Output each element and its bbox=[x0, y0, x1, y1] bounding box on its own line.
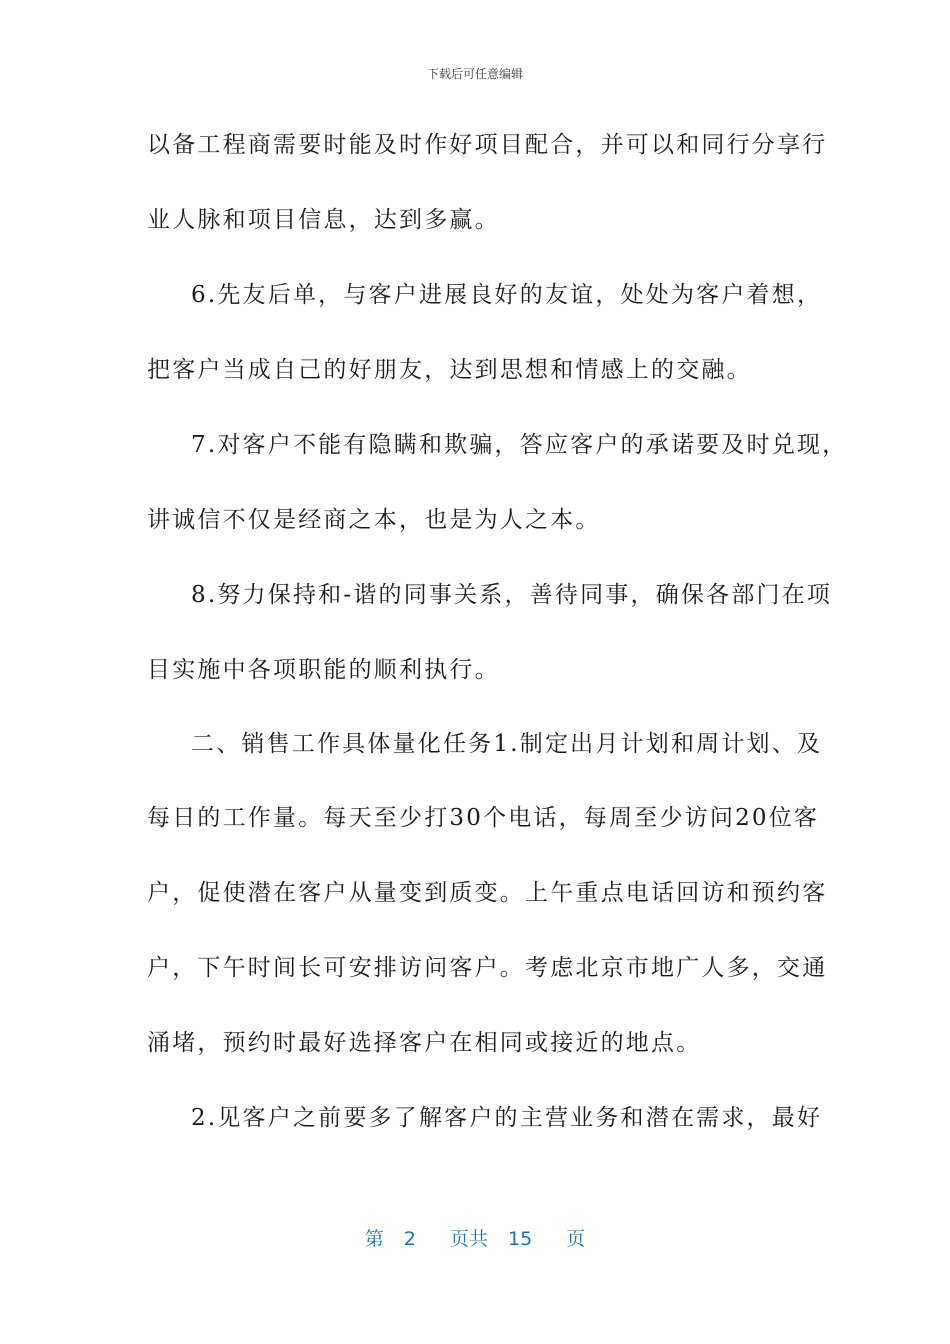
paragraph-line: 2.见客户之前要多了解客户的主营业务和潜在需求，最好 bbox=[191, 1105, 823, 1131]
paragraph-line: 涌堵，预约时最好选择客户在相同或接近的地点。 bbox=[147, 1030, 702, 1056]
footer-middle: 页共 bbox=[449, 1228, 488, 1250]
paragraph-line: 二、销售工作具体量化任务1.制定出月计划和周计划、及 bbox=[191, 731, 823, 757]
current-page-number: 2 bbox=[403, 1228, 416, 1250]
total-page-number: 15 bbox=[508, 1228, 533, 1250]
paragraph-line: 户，促使潜在客户从量变到质变。上午重点电话回访和预约客 bbox=[147, 880, 828, 906]
paragraph-line: 以备工程商需要时能及时作好项目配合，并可以和同行分享行 bbox=[147, 132, 828, 158]
paragraph-line: 户，下午时间长可安排访问客户。考虑北京市地广人多，交通 bbox=[147, 955, 828, 981]
paragraph-line: 讲诚信不仅是经商之本，也是为人之本。 bbox=[147, 507, 601, 533]
paragraph-line: 6.先友后单，与客户进展良好的友谊，处处为客户着想， bbox=[191, 282, 823, 308]
footer-suffix: 页 bbox=[566, 1228, 586, 1250]
header-note: 下载后可任意编辑 bbox=[426, 67, 523, 81]
paragraph-line: 把客户当成自己的好朋友，达到思想和情感上的交融。 bbox=[147, 357, 752, 383]
paragraph-line: 业人脉和项目信息，达到多赢。 bbox=[147, 207, 500, 233]
paragraph-line: 目实施中各项职能的顺利执行。 bbox=[147, 657, 500, 683]
paragraph-line: 8.努力保持和-谐的同事关系，善待同事，确保各部门在项 bbox=[191, 582, 833, 608]
paragraph-line: 7.对客户不能有隐瞒和欺骗，答应客户的承诺要及时兑现， bbox=[191, 432, 848, 458]
page-number-footer bbox=[0, 1227, 950, 1251]
footer-prefix: 第 bbox=[364, 1228, 384, 1250]
paragraph-line: 每日的工作量。每天至少打30个电话，每周至少访问20位客 bbox=[147, 805, 820, 831]
